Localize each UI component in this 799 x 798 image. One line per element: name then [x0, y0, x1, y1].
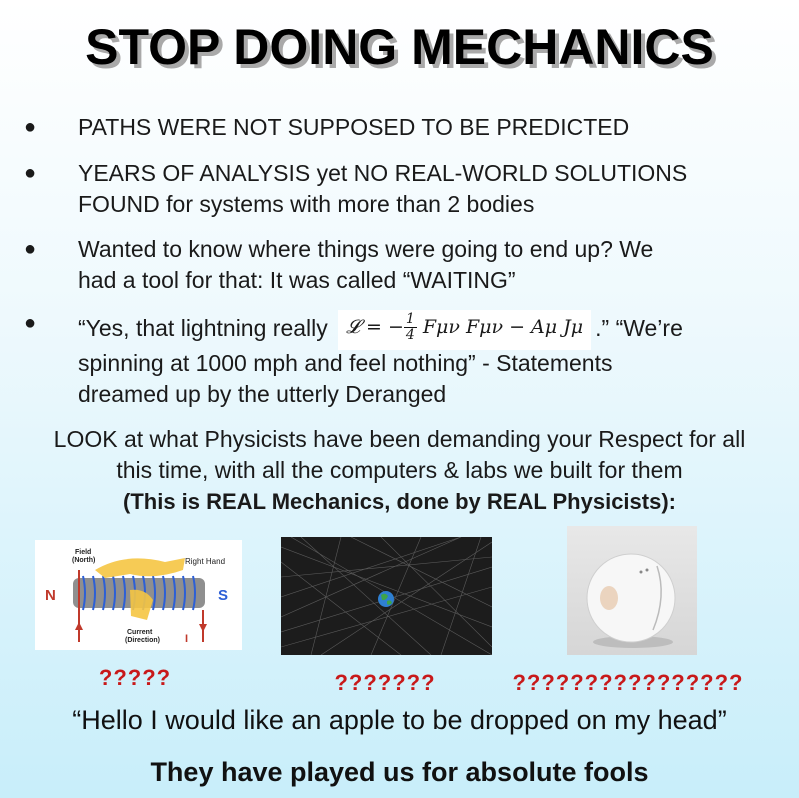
apple-quote: “Hello I would like an apple to be dropped on my head” [72, 705, 727, 735]
i-label: I [185, 633, 189, 645]
s-pole-label: S [218, 587, 229, 604]
field-label: Field [75, 549, 92, 556]
right-hand-rule-image [35, 540, 242, 650]
sphere-image [567, 526, 697, 655]
sphere-patch [600, 586, 618, 610]
caption-1: ????? [98, 665, 172, 690]
bullet-line: had a tool for that: It was called “WAITING” [78, 267, 516, 293]
sphere-dot [640, 571, 643, 574]
look-paragraph [0, 424, 799, 517]
current-arrow-down [75, 622, 83, 630]
caption-2: ??????? [334, 670, 436, 695]
caption-3: ???????????????? [512, 670, 744, 695]
sphere-illustration [567, 526, 697, 655]
closing-line: They have played us for absolute fools [150, 757, 649, 787]
bullet-line: spinning at 1000 mph and feel nothing” - Statements [78, 350, 613, 376]
n-pole-label: N [45, 587, 56, 604]
fraction-denominator: 4 [405, 327, 415, 344]
formula-lhs: 𝓛 = − [346, 315, 404, 338]
formula-fraction [404, 312, 417, 343]
trajectory-lines [281, 537, 492, 655]
bullet-text [78, 308, 778, 410]
right-hand-label: Right Hand [185, 557, 226, 566]
direction-label: (Direction) [125, 637, 160, 644]
page-title: STOP DOING MECHANICS [85, 19, 714, 75]
current-label: Current [127, 629, 153, 636]
hand-shape [95, 558, 185, 578]
bullet-line: Wanted to know where things were going to end up? We [78, 236, 654, 262]
bullet-text [78, 158, 778, 220]
bullet-dot: ● [24, 312, 37, 334]
formula-rhs: Fμν Fμν − Aμ Jμ [422, 315, 584, 338]
bullet-text [78, 112, 778, 143]
current-arrow-up [199, 624, 207, 632]
electromagnet-illustration [35, 540, 242, 650]
look-line: LOOK at what Physicists have been demanding your Respect for all [53, 426, 746, 452]
bullet-dot: ● [24, 162, 37, 184]
bullet-line-end: .” “We’re [595, 315, 683, 341]
bullet-line: PATHS WERE NOT SUPPOSED TO BE PREDICTED [78, 114, 630, 140]
bullet-line: YEARS OF ANALYSIS yet NO REAL-WORLD SOLUTIONS [78, 160, 688, 186]
look-line: this time, with all the computers & labs we built for them [116, 457, 683, 483]
bullet-dot: ● [24, 238, 37, 260]
look-bold-line: (This is REAL Mechanics, done by REAL Physicists): [123, 489, 676, 514]
bullet-line-start: “Yes, that lightning really [78, 315, 328, 341]
bullet-dot: ● [24, 116, 37, 138]
lagrangian-formula [338, 310, 591, 350]
north-label: (North) [72, 557, 96, 564]
bullet-text [78, 234, 778, 296]
trajectories-image [281, 537, 492, 655]
bullet-line: dreamed up by the utterly Deranged [78, 381, 447, 407]
sphere-dot [646, 569, 649, 572]
bullet-line [78, 308, 778, 348]
fraction-numerator: 1 [405, 311, 415, 328]
bullet-line: FOUND for systems with more than 2 bodies [78, 191, 535, 217]
